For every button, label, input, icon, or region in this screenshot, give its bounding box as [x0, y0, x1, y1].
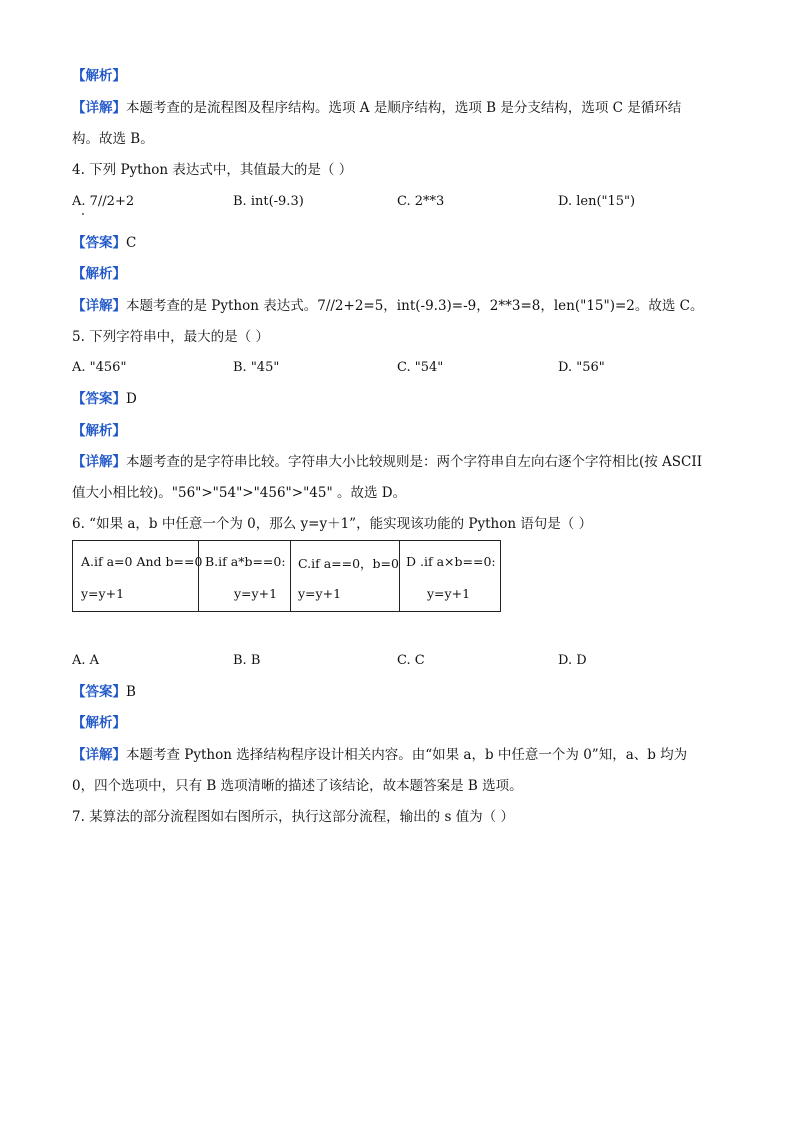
- q5-option-d: D. "56": [558, 360, 605, 375]
- q7-stem: 7. 某算法的部分流程图如右图所示，执行这部分流程，输出的 s 值为（ ）: [72, 809, 514, 825]
- q4-detail-label: 【详解】: [72, 298, 126, 314]
- q5-option-a: A. "456": [72, 360, 127, 375]
- q3-analysis-label: 【解析】: [72, 68, 126, 84]
- q6-option-b: B. B: [233, 653, 261, 668]
- q4-option-d: D. len("15"): [558, 194, 636, 209]
- q5-detail-text1: 本题考查的是字符串比较。字符串大小比较规则是：两个字符串自左向右逐个字符相比(按 ASCII: [126, 454, 703, 470]
- q5-detail-line2: 值大小相比较)。"56">"54">"456">"45" 。故选 D。: [72, 485, 407, 501]
- q6-table-cell-d: [400, 541, 501, 612]
- q5-answer-line: [72, 390, 137, 408]
- q6-detail-line2: 0，四个选项中，只有 B 选项清晰的描述了该结论，故本题答案是 B 选项。: [72, 778, 523, 794]
- q5-option-b: B. "45": [233, 360, 280, 375]
- q6-answer: B: [126, 684, 136, 700]
- q4-answer: C: [126, 235, 137, 251]
- q6-detail-line1: [72, 746, 687, 764]
- q4-option-c: C. 2**3: [397, 194, 445, 209]
- q5-detail-line1: [72, 453, 702, 471]
- q5-stem: 5. 下列字符串中，最大的是（ ）: [72, 329, 269, 345]
- q4-analysis-label: 【解析】: [72, 266, 126, 282]
- q4-detail-line: [72, 297, 704, 315]
- q6-detail-label: 【详解】: [72, 747, 126, 763]
- q6-table-cell-b: [199, 541, 291, 612]
- q6-cell-a-line1: A.if a=0 And b==0: [81, 554, 203, 569]
- q6-option-c: C. C: [397, 653, 425, 668]
- q3-detail-line2: 构。故选 B。: [72, 131, 154, 147]
- q3-detail-line1: [72, 99, 681, 117]
- q5-detail-label: 【详解】: [72, 454, 126, 470]
- q6-cell-d-line1: D .if a×b==0:: [406, 554, 496, 569]
- q6-analysis-label: 【解析】: [72, 715, 126, 731]
- q4-detail-text: 本题考查的是 Python 表达式。7//2+2=5，int(-9.3)=-9，2**3=8，len("15")=2。故选 C。: [126, 298, 704, 314]
- q6-table-cell-c: [291, 541, 400, 612]
- q6-answer-label: 【答案】: [72, 684, 126, 700]
- q6-detail-text1: 本题考查 Python 选择结构程序设计相关内容。由“如果 a，b 中任意一个为 0”知，a、b 均为: [126, 747, 688, 763]
- q6-stem: 6. “如果 a，b 中任意一个为 0，那么 y=y＋1”，能实现该功能的 Python 语句是（ ）: [72, 516, 593, 532]
- q6-cell-b-line2: y=y+1: [234, 586, 278, 601]
- stray-dot: [82, 213, 84, 215]
- q6-cell-b-line1: B.if a*b==0:: [205, 554, 286, 569]
- q6-answer-line: [72, 683, 136, 701]
- q6-cell-d-line2: y=y+1: [427, 586, 471, 601]
- q6-options-table: [72, 540, 501, 612]
- q6-table-cell-a: [73, 541, 203, 612]
- q6-option-d: D. D: [558, 653, 587, 668]
- q3-detail-label: 【详解】: [72, 100, 126, 116]
- q6-option-a: A. A: [72, 653, 100, 668]
- q6-cell-a-line2: y=y+1: [81, 586, 125, 601]
- q5-analysis-label: 【解析】: [72, 423, 126, 439]
- q5-answer: D: [126, 391, 137, 407]
- q4-option-b: B. int(-9.3): [233, 194, 304, 209]
- q4-option-a: A. 7//2+2: [72, 194, 135, 209]
- q4-answer-label: 【答案】: [72, 235, 126, 251]
- q6-cell-c-line1: C.if a==0，b=0: [298, 556, 399, 571]
- q5-answer-label: 【答案】: [72, 391, 126, 407]
- q6-cell-c-line2: y=y+1: [298, 586, 342, 601]
- q4-stem: 4. 下列 Python 表达式中，其值最大的是（ ）: [72, 162, 353, 178]
- q4-answer-line: [72, 234, 136, 252]
- q3-detail-text1: 本题考查的是流程图及程序结构。选项 A 是顺序结构，选项 B 是分支结构，选项 C 是循环结: [126, 100, 682, 116]
- q5-option-c: C. "54": [397, 360, 444, 375]
